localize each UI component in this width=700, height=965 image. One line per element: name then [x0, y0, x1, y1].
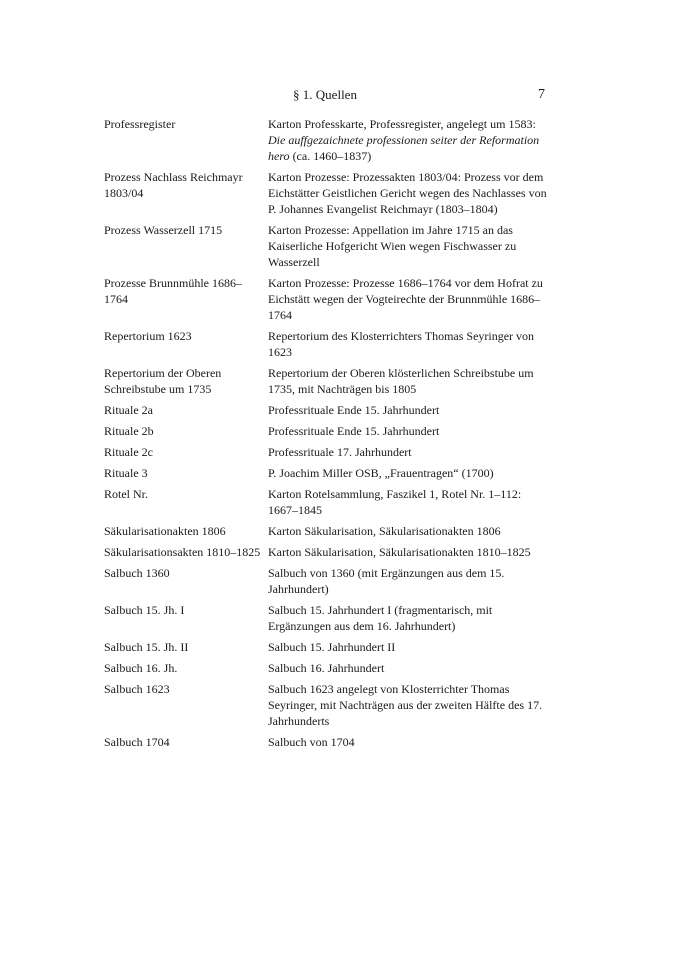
- entry-description: Karton Säkularisation, Säkularisationakten 1810–1825: [268, 545, 531, 559]
- entry-description: Professrituale Ende 15. Jahrhundert: [268, 403, 440, 417]
- source-entry: [104, 544, 548, 560]
- source-entry: [104, 523, 548, 539]
- source-entry: [104, 402, 548, 418]
- entry-term: Salbuch 1623: [104, 682, 170, 696]
- entry-description: Karton Prozesse: Prozessakten 1803/04: Prozess vor dem Eichstätter Geistlichen Gericht wegen des Nachlasses von P. Johannes Evangelist Reichmayr (1803–1804): [268, 170, 547, 216]
- page-number: 7: [538, 87, 545, 102]
- running-header: [0, 86, 700, 104]
- entry-term: Prozess Nachlass Reichmayr 1803/04: [104, 170, 243, 200]
- source-entry: [104, 328, 548, 360]
- entry-term: Rituale 3: [104, 466, 148, 480]
- entry-description: [268, 116, 548, 164]
- source-entry: [104, 116, 548, 164]
- entry-term: Rotel Nr.: [104, 487, 148, 501]
- entry-description-italic: Die auffgezaichnete professionen seiter der Reformation hero: [268, 133, 540, 163]
- entry-term: Professregister: [104, 117, 176, 131]
- entry-description: Salbuch 16. Jahrhundert: [268, 661, 385, 675]
- entry-description: Salbuch von 1360 (mit Ergänzungen aus dem 15. Jahrhundert): [268, 566, 505, 596]
- source-entry: [104, 365, 548, 397]
- entry-term: Rituale 2a: [104, 403, 153, 417]
- source-entry: [104, 681, 548, 729]
- entry-term: Salbuch 15. Jh. II: [104, 640, 189, 654]
- entry-term: Prozesse Brunnmühle 1686–1764: [104, 276, 242, 306]
- section-title: § 1. Quellen: [293, 87, 357, 102]
- source-entry: [104, 486, 548, 518]
- source-entry: [104, 734, 548, 750]
- source-entry: [104, 275, 548, 323]
- entry-term: Rituale 2c: [104, 445, 153, 459]
- entry-description: Salbuch 15. Jahrhundert II: [268, 640, 396, 654]
- entry-term: Säkularisationsakten 1810–1825: [104, 545, 261, 559]
- source-entry: [104, 444, 548, 460]
- source-entry: [104, 639, 548, 655]
- source-entry: [104, 602, 548, 634]
- entry-description: P. Joachim Miller OSB, „Frauentragen“ (1700): [268, 466, 494, 480]
- entry-term: Prozess Wasserzell 1715: [104, 223, 223, 237]
- entry-description: Salbuch von 1704: [268, 735, 355, 749]
- entry-description: Karton Säkularisation, Säkularisationakten 1806: [268, 524, 501, 538]
- entry-description: Karton Prozesse: Appellation im Jahre 1715 an das Kaiserliche Hofgericht Wien wegen Fischwasser zu Wasserzell: [268, 223, 517, 269]
- entry-term: Repertorium 1623: [104, 329, 192, 343]
- source-entry: [104, 660, 548, 676]
- entry-description: Repertorium der Oberen klösterlichen Schreibstube um 1735, mit Nachträgen bis 1805: [268, 366, 534, 396]
- source-entry: [104, 465, 548, 481]
- source-list: [104, 116, 548, 755]
- source-entry: [104, 169, 548, 217]
- entry-description-text: Karton Professkarte, Professregister, angelegt um 1583:: [268, 117, 536, 131]
- entry-description: Karton Prozesse: Prozesse 1686–1764 vor dem Hofrat zu Eichstätt wegen der Vogteirechte der Brunnmühle 1686–1764: [268, 276, 543, 322]
- entry-term: Repertorium der Oberen Schreibstube um 1735: [104, 366, 222, 396]
- entry-term: Rituale 2b: [104, 424, 154, 438]
- entry-term: Säkularisationakten 1806: [104, 524, 226, 538]
- entry-description: Repertorium des Klosterrichters Thomas Seyringer von 1623: [268, 329, 535, 359]
- entry-description: Karton Rotelsammlung, Faszikel 1, Rotel Nr. 1–112: 1667–1845: [268, 487, 522, 517]
- entry-term: Salbuch 1704: [104, 735, 170, 749]
- source-entry: [104, 222, 548, 270]
- entry-description: Salbuch 15. Jahrhundert I (fragmentarisch, mit Ergänzungen aus dem 16. Jahrhundert): [268, 603, 493, 633]
- source-entry: [104, 565, 548, 597]
- entry-term: Salbuch 16. Jh.: [104, 661, 178, 675]
- entry-term: Salbuch 15. Jh. I: [104, 603, 185, 617]
- entry-description: Professrituale 17. Jahrhundert: [268, 445, 412, 459]
- entry-description: Salbuch 1623 angelegt von Klosterrichter Thomas Seyringer, mit Nachträgen aus der zweiten Hälfte des 17. Jahrhunderts: [268, 682, 543, 728]
- source-entry: [104, 423, 548, 439]
- entry-description: Professrituale Ende 15. Jahrhundert: [268, 424, 440, 438]
- entry-description-text: (ca. 1460–1837): [289, 149, 372, 163]
- entry-term: Salbuch 1360: [104, 566, 170, 580]
